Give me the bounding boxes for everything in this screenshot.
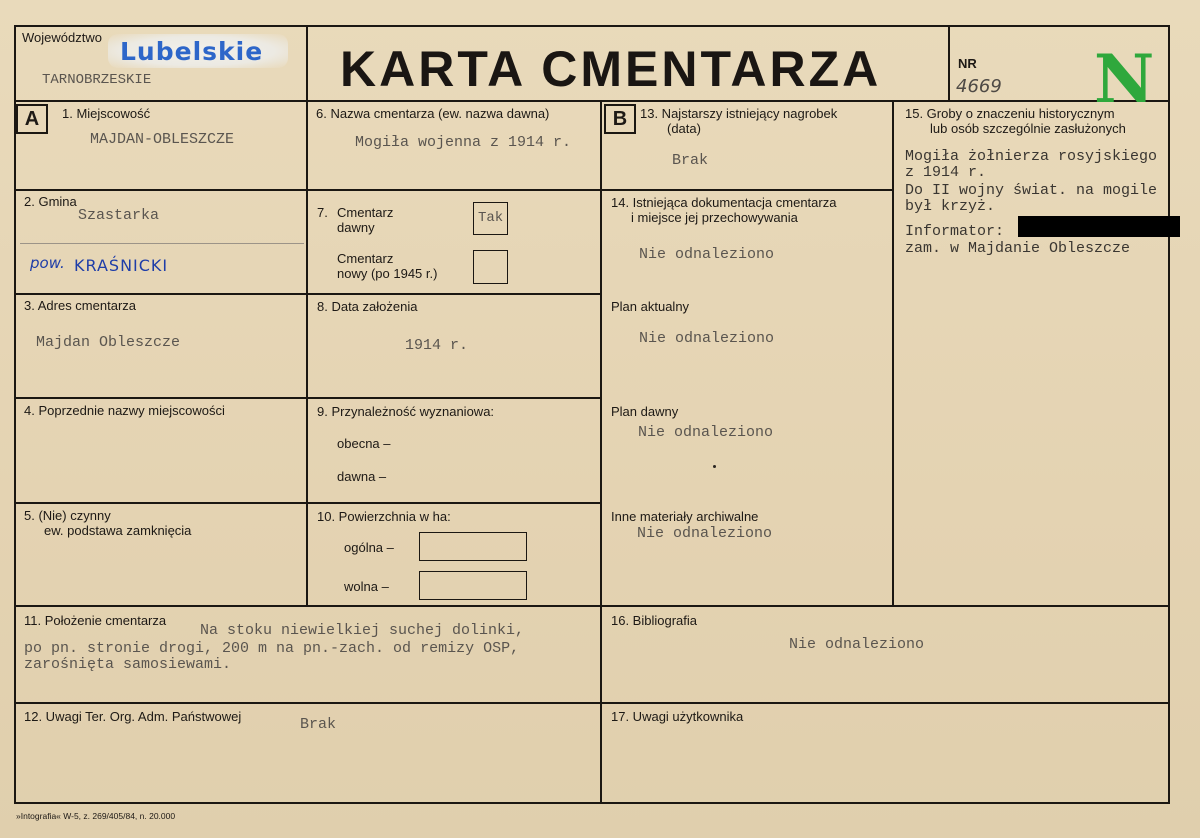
field-2-pow-prefix: pow. (30, 254, 65, 272)
field-14-label-2: i miejsce jej przechowywania (631, 210, 798, 225)
field-6-value: Mogiła wojenna z 1914 r. (355, 134, 572, 151)
print-imprint: »Intografia« W-5, z. 269/405/84, n. 20.000 (16, 811, 176, 821)
field-11-label: 11. Położenie cmentarza (24, 613, 167, 628)
field-15-line-3: Do II wojny świat. na mogile (905, 182, 1158, 199)
field-5-label-1: 5. (Nie) czynny (24, 508, 111, 523)
field-16-value: Nie odnaleziono (789, 636, 925, 653)
field-9-former: dawna – (337, 469, 387, 484)
field-15-line-5: Informator: (905, 223, 1005, 240)
plan-old-label: Plan dawny (611, 404, 679, 419)
frame-bottom (14, 802, 1170, 804)
field-10-label: 10. Powierzchnia w ha: (317, 509, 451, 524)
ink-dot (713, 465, 716, 468)
field-13-label-1: 13. Najstarszy istniejący nagrobek (640, 106, 838, 121)
field-7-new-checkbox[interactable] (473, 250, 508, 284)
field-4-label: 4. Poprzednie nazwy miejscowości (24, 403, 225, 418)
rule-col-3 (892, 100, 894, 607)
field-11-line-2: po pn. stronie drogi, 200 m na pn.-zach. od remizy OSP, (24, 640, 520, 657)
field-13-value: Brak (672, 152, 709, 169)
field-15-line-6: zam. w Majdanie Obleszcze (905, 240, 1131, 257)
field-10-total-box[interactable] (419, 532, 527, 561)
field-10-free-label: wolna – (344, 579, 389, 594)
redaction-bar (1018, 216, 1180, 237)
field-8-label: 8. Data założenia (317, 299, 418, 314)
other-materials-value: Nie odnaleziono (637, 525, 773, 542)
field-17-label: 17. Uwagi użytkownika (611, 709, 744, 724)
field-10-free-box[interactable] (419, 571, 527, 600)
rule-gmina-sub (20, 243, 304, 244)
rule-header-v2 (948, 25, 950, 102)
field-15-line-1: Mogiła żołnierza rosyjskiego (905, 148, 1158, 165)
voivodeship-stamp: Lubelskie (108, 34, 288, 68)
field-7-new-label-1: Cmentarz (337, 251, 394, 266)
field-15-label-2: lub osób szczególnie zasłużonych (930, 121, 1126, 136)
page-title: KARTA CMENTARZA (340, 41, 882, 97)
field-15-line-2: z 1914 r. (905, 164, 987, 181)
rule-col-2 (600, 100, 602, 804)
rule-c2-r1 (306, 189, 602, 191)
rule-c1-r2 (14, 293, 308, 295)
field-7-label: 7. (317, 205, 328, 220)
nr-value: 4669 (956, 76, 1002, 97)
frame-top (14, 25, 1170, 27)
rule-c2-r2 (306, 293, 602, 295)
field-3-value: Majdan Obleszcze (36, 334, 181, 351)
rule-col-1 (306, 100, 308, 607)
field-5-label-2: ew. podstawa zamknięcia (44, 523, 192, 538)
rule-row-11 (14, 605, 1170, 607)
field-15-line-4: był krzyż. (905, 198, 996, 215)
field-2-value: Szastarka (78, 207, 160, 224)
plan-old-value: Nie odnaleziono (638, 424, 774, 441)
nr-label: NR (958, 56, 977, 71)
field-14-value: Nie odnaleziono (639, 246, 775, 263)
rule-c1-r3 (14, 397, 308, 399)
rule-header (14, 100, 1170, 102)
field-2-pow-value: KRAŚNICKI (74, 256, 169, 275)
rule-c3-r1 (600, 189, 894, 191)
field-9-label: 9. Przynależność wyznaniowa: (317, 404, 495, 419)
field-2-label: 2. Gmina (24, 194, 77, 209)
field-7-old-label-2: dawny (337, 220, 375, 235)
field-7-new-label-2: nowy (po 1945 r.) (337, 266, 438, 281)
field-11-line-3: zarośnięta samosiewami. (24, 656, 232, 673)
frame-right (1168, 25, 1170, 804)
rule-row-12 (14, 702, 1170, 704)
field-8-value: 1914 r. (405, 337, 469, 354)
rule-c2-r3 (306, 397, 602, 399)
green-mark-letter: N (1094, 40, 1155, 118)
field-9-current: obecna – (337, 436, 391, 451)
field-1-value: MAJDAN-OBLESZCZE (90, 131, 235, 148)
rule-c1-r1 (14, 189, 308, 191)
rule-c1-r4 (14, 502, 308, 504)
frame-left (14, 25, 16, 804)
voivodeship-label: Województwo (22, 30, 102, 45)
field-13-label-2: (data) (667, 121, 701, 136)
section-b-marker: B (604, 104, 636, 134)
section-a-marker: A (16, 104, 48, 134)
field-15-label-1: 15. Groby o znaczeniu historycznym (905, 106, 1115, 121)
plan-current-label: Plan aktualny (611, 299, 690, 314)
field-14-label-1: 14. Istniejąca dokumentacja cmentarza (611, 195, 837, 210)
field-7-old-label-1: Cmentarz (337, 205, 394, 220)
field-10-total-label: ogólna – (344, 540, 394, 555)
rule-c2-r4 (306, 502, 602, 504)
field-11-line-1: Na stoku niewielkiej suchej dolinki, (200, 622, 525, 639)
field-12-label: 12. Uwagi Ter. Org. Adm. Państwowej (24, 709, 242, 724)
field-16-label: 16. Bibliografia (611, 613, 697, 628)
field-7-old-checkbox[interactable] (473, 202, 508, 235)
field-1-label: 1. Miejscowość (62, 106, 151, 121)
field-12-value: Brak (300, 716, 337, 733)
other-materials-label: Inne materiały archiwalne (611, 509, 759, 524)
field-6-label: 6. Nazwa cmentarza (ew. nazwa dawna) (316, 106, 550, 121)
field-3-label: 3. Adres cmentarza (24, 298, 136, 313)
field-7-old-check-value: Tak (478, 210, 504, 226)
rule-header-v1 (306, 25, 308, 102)
voivodeship-typed: TARNOBRZESKIE (42, 72, 152, 88)
plan-current-value: Nie odnaleziono (639, 330, 775, 347)
